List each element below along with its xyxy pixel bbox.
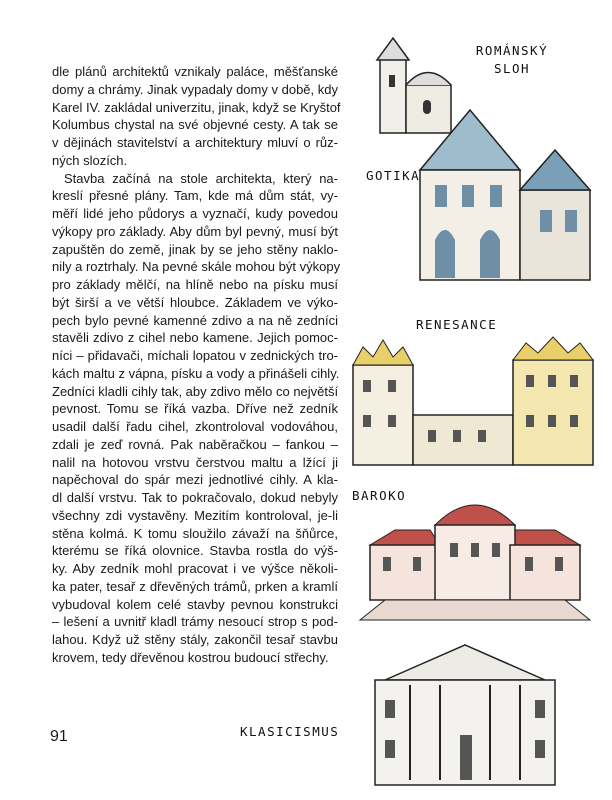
text-line: usadil další řadu cihel, zkontroloval vodováhou, bbox=[52, 419, 338, 434]
text-line: být širší a ve větší hloubce. Základem ve výko- bbox=[52, 294, 338, 310]
text-line: napěchoval do spár mezi jednotlivé cihly. A kla- bbox=[52, 472, 338, 488]
text-line: ky. Aby zedník mohl pracovat i ve výšce několi- bbox=[52, 561, 338, 576]
page-number: 91 bbox=[50, 728, 68, 745]
text-line: pevnost. Tomu se říká vazba. Dříve než zedník bbox=[52, 401, 338, 417]
style-label-gothic: GOTIKA bbox=[366, 168, 421, 183]
style-label-romanesque bbox=[462, 42, 562, 78]
text-line: nily a roztrhaly. Na pevné skále mohou být výkopy bbox=[52, 259, 341, 275]
style-label-line: ROMÁNSKÝ bbox=[475, 43, 549, 58]
text-line: krovem, tedy dřevěnou kostrou budoucí střechy. bbox=[52, 649, 329, 665]
text-line: výkopy pro základy. Aby dům byl pevný, musí být bbox=[52, 223, 338, 239]
baroque-building-illustration bbox=[355, 485, 595, 625]
classicism-building-illustration bbox=[355, 640, 580, 790]
text-line: Kolumbus chystal na své objevné cesty. A tak se bbox=[52, 117, 338, 133]
text-line: lahou. Když už stěny stály, zakončil tesař stavbu bbox=[52, 632, 338, 647]
text-line: pech bylo pevné kamenné zdivo a na ně zedníci bbox=[52, 312, 338, 328]
text-line: kterému se říká olovnice. Stavba rostla do výš- bbox=[52, 543, 338, 559]
text-line: stavěli zdivo z cihel nebo kamene. Jejich pomoc- bbox=[52, 330, 338, 346]
text-line: stěna kolmá. K tomu sloužilo závaží na šňůrce, bbox=[52, 525, 338, 541]
text-line: pro základy mělčí, na hlíně nebo na písku musí bbox=[52, 277, 338, 292]
style-label-classicism: KLASICISMUS bbox=[240, 724, 340, 739]
text-line: měří lidé jeho půdorys a vyznačí, kudy povedou bbox=[52, 206, 338, 221]
gothic-building-illustration bbox=[400, 90, 600, 290]
text-line: ka pater, tesař z dřevěných trámů, prken a kramlí bbox=[52, 578, 338, 594]
text-line: – lešení a uvnitř kladl trámy nesoucí strop s pod- bbox=[52, 614, 338, 630]
text-line: zapuštěn do země, jinak by se jeho stěny naklo- bbox=[52, 241, 338, 257]
text-line: Zedníci kladli cihly tak, aby zdivo mělo co největší bbox=[52, 383, 339, 399]
text-line: dl další vrstvu. Tak to pokračovalo, dokud nebyly bbox=[52, 490, 338, 505]
style-label-line: SLOH bbox=[493, 61, 531, 76]
text-line: domy a chrámy. Jinak vypadaly domy v době, kdy bbox=[52, 81, 338, 97]
text-line: kách maltu z vápna, písku a vody a přinášeli cihly. bbox=[52, 365, 340, 381]
text-line: dle plánů architektů vznikaly paláce, měšťanské bbox=[52, 64, 338, 79]
text-line: zdali je zeď rovná. Pak naběračkou – fankou – bbox=[52, 436, 338, 452]
style-label-baroque: BAROKO bbox=[352, 488, 407, 503]
text-line: v dějinách stavitelství a architektury mluví o růz- bbox=[52, 135, 338, 150]
text-line: nalil na hotovou vrstvu čerstvou maltu a lžící ji bbox=[52, 454, 338, 470]
text-line: Karel IV. zakládal univerzitu, jinak, když se Kryštof bbox=[52, 99, 341, 115]
text-line: vybudoval kolem celé stavby pevnou konstrukci bbox=[52, 596, 338, 612]
text-line: níci – přidavači, míchali lopatou v zednických tro- bbox=[52, 348, 338, 363]
renaissance-building-illustration bbox=[348, 335, 598, 470]
style-label-renaissance: RENESANCE bbox=[416, 317, 498, 332]
text-line: Stavba začíná na stole architekta, který na- bbox=[64, 170, 338, 186]
text-line: kreslí přesné plány. Tam, kde má dům stát, vy- bbox=[52, 188, 338, 204]
body-text bbox=[52, 63, 341, 667]
text-line: všechny zdi vystavěny. Mezitím kontroloval, je-li bbox=[52, 507, 338, 523]
text-line: ných slozích. bbox=[52, 152, 128, 168]
